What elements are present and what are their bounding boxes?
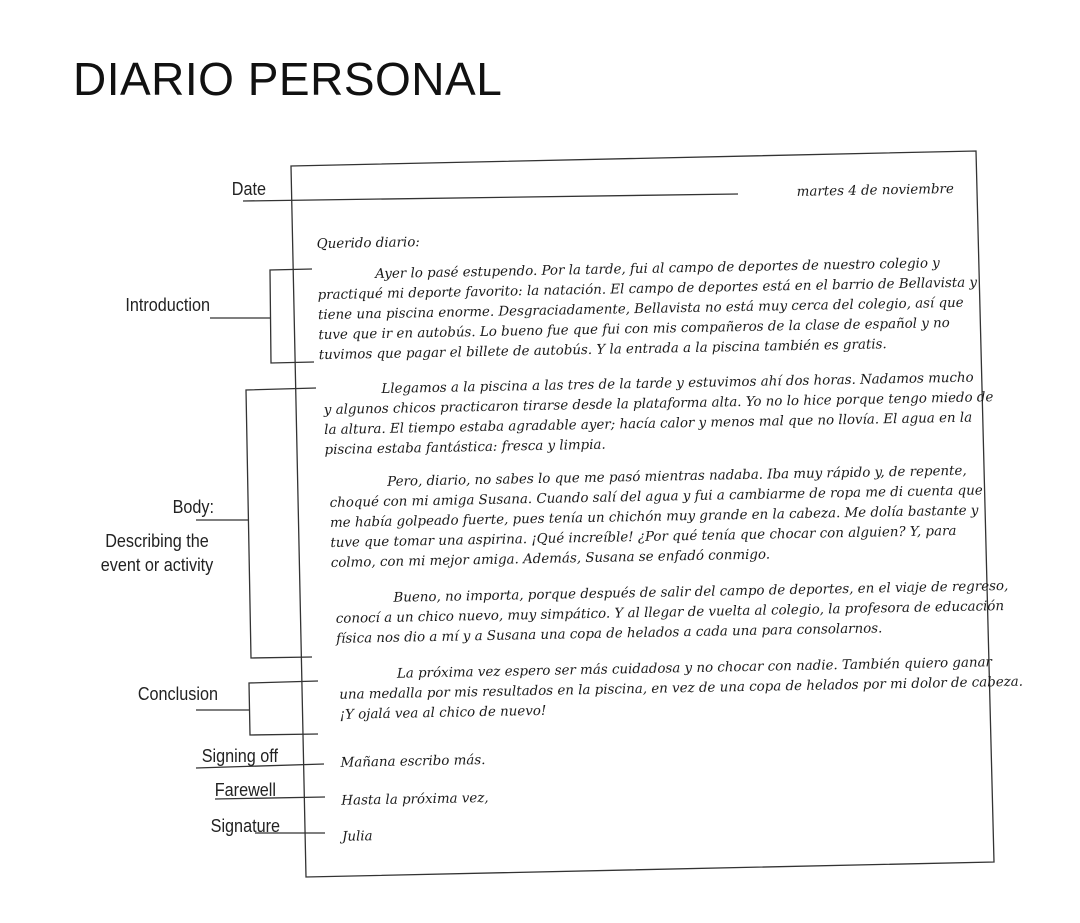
conclusion-line: La próxima vez espero ser más cuidadosa y no chocar con nadie. También quiero ganar <box>396 655 993 682</box>
body-line: conocí a un chico nuevo, muy simpático. Y al llegar de vuelta al colegio, la profesora de educación <box>335 599 1005 627</box>
body-line: me había golpeado fuerte, pues tenía un chichón muy grande en la cabeza. Me dolía bastante y <box>329 503 979 531</box>
body-line: Bueno, no importa, porque después de salir del campo de deportes, en el viaje de regreso, <box>393 578 1009 606</box>
introduction-line: Ayer lo pasé estupendo. Por la tarde, fui al campo de deportes de nuestro colegio y <box>375 256 940 283</box>
body-line: física nos dio a mí y a Susana una copa de helados a cada una para consolarnos. <box>336 621 883 647</box>
body-line: piscina estaba fantástica: fresca y limpia. <box>324 437 606 459</box>
body-line: Llegamos a la piscina a las tres de la tarde y estuvimos ahí dos horas. Nadamos mucho <box>381 370 974 397</box>
body-line: choqué con mi amiga Susana. Cuando salí del agua y fui a cambiarme de ropa me di cuenta que <box>329 483 983 511</box>
label-signature: Signature <box>210 816 280 836</box>
label-body-sub-2: event or activity <box>100 555 214 575</box>
body-line: y algunos chicos practicaron tirarse desde la plataforma alta. Yo no lo hice porque tengo miedo de <box>323 390 994 419</box>
introduction-line: tiene una piscina enorme. Desgraciadamente, Bellavista no está muy cerca del colegio, así que <box>317 295 964 324</box>
body-paragraph-3 <box>335 577 1009 650</box>
conclusion-paragraph <box>339 653 1024 726</box>
body-line: colmo, con mi mejor amiga. Además, Susana se enfadó conmigo. <box>330 547 771 571</box>
letter-farewell: Hasta la próxima vez, <box>341 790 489 809</box>
introduction-paragraph <box>317 253 978 366</box>
body-paragraph-2 <box>329 461 984 574</box>
label-introduction: Introduction <box>125 295 210 315</box>
label-body-sub-1: Describing the <box>105 531 209 551</box>
introduction-line: practiqué mi deporte favorito: la natación. El campo de deportes está en el barrio de Bellavista y <box>317 275 978 304</box>
body-line: Pero, diario, no sabes lo que me pasó mientras nadaba. Iba muy rápido y, de repente, <box>387 463 967 490</box>
letter-date: martes 4 de noviembre <box>796 181 954 200</box>
conclusion-line: ¡Y ojalá vea al chico de nuevo! <box>339 703 547 723</box>
label-signing-off: Signing off <box>201 746 278 766</box>
page-title: DIARIO PERSONAL <box>73 53 503 105</box>
letter-greeting: Querido diario: <box>316 235 420 253</box>
label-farewell: Farewell <box>214 780 276 800</box>
introduction-line: tuvimos que pagar el billete de autobús. Y la entrada a la piscina también es gratis. <box>318 337 887 364</box>
letter-signing-off: Mañana escribo más. <box>340 753 486 771</box>
conclusion-line: una medalla por mis resultados en la piscina, en vez de una copa de helados por mi dolor de cabeza. <box>339 674 1024 703</box>
label-date: Date <box>231 179 266 199</box>
label-body: Body: <box>172 497 214 517</box>
introduction-line: tuve que ir en autobús. Lo bueno fue que fui con mis compañeros de la clase de español y no <box>318 316 950 344</box>
body-paragraph-1 <box>323 368 994 461</box>
letter-signature: Julia <box>341 829 373 845</box>
body-line: la altura. El tiempo estaba agradable ayer; hacía calor y menos mal que no llovía. El agua en la <box>324 410 973 439</box>
body-line: tuve que tomar una aspirina. ¡Qué increíble! ¿Por qué tenía que chocar con alguien? Y, para <box>330 523 957 551</box>
label-conclusion: Conclusion <box>137 684 218 704</box>
